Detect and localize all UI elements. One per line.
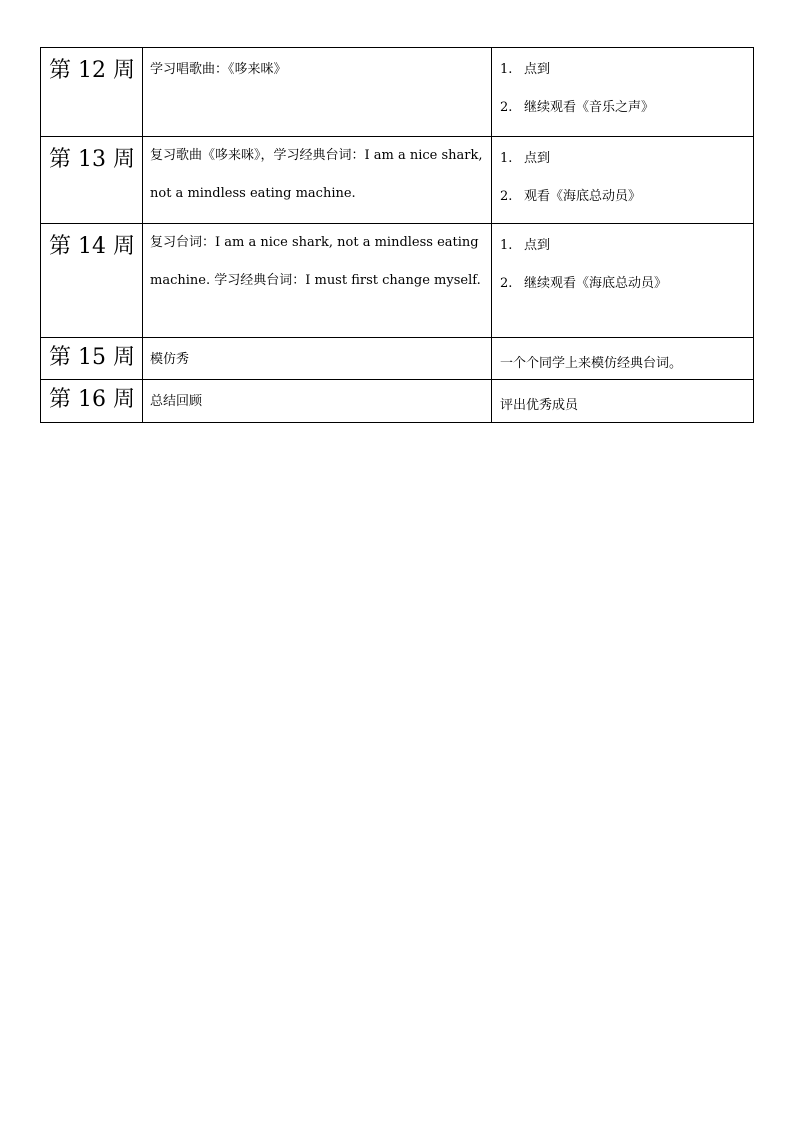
lesson-content: 复习歌曲《哆来咪》，学习经典台词：I am a nice shark, not a mindless eating machine. <box>150 148 483 202</box>
week-cell <box>41 380 143 423</box>
content-cell <box>143 224 492 338</box>
activity-cell <box>492 380 754 423</box>
lesson-content: 模仿秀 <box>150 352 190 367</box>
content-cell <box>143 137 492 224</box>
activity-cell <box>492 338 754 380</box>
week-label: 第 16 周 <box>49 387 135 412</box>
week-label: 第 12 周 <box>49 58 135 83</box>
week-label: 第 15 周 <box>49 345 135 370</box>
activity-text: 一个个同学上来模仿经典台词。 <box>500 356 683 371</box>
content-cell <box>143 48 492 137</box>
table-row <box>41 48 754 137</box>
week-label: 第 14 周 <box>49 234 135 259</box>
table-row <box>41 224 754 338</box>
week-label: 第 13 周 <box>49 147 135 172</box>
lesson-content: 复习台词：I am a nice shark, not a mindless eating machine. 学习经典台词：I must first change myself. <box>150 235 481 289</box>
table-row <box>41 338 754 380</box>
activity-cell <box>492 224 754 338</box>
activity-item: 2. 继续观看《海底总动员》 <box>500 276 668 291</box>
week-cell <box>41 137 143 224</box>
content-cell <box>143 338 492 380</box>
activity-cell <box>492 137 754 224</box>
week-cell <box>41 338 143 380</box>
content-cell <box>143 380 492 423</box>
activity-item: 1. 点到 <box>500 151 551 166</box>
activity-item: 2. 观看《海底总动员》 <box>500 189 642 204</box>
table-row <box>41 137 754 224</box>
week-cell <box>41 48 143 137</box>
week-cell <box>41 224 143 338</box>
activity-text: 评出优秀成员 <box>500 398 579 413</box>
activity-item: 1. 点到 <box>500 62 551 77</box>
lesson-content: 学习唱歌曲：《哆来咪》 <box>150 62 287 77</box>
table-row <box>41 380 754 423</box>
activity-cell <box>492 48 754 137</box>
activity-item: 1. 点到 <box>500 238 551 253</box>
schedule-table <box>40 47 754 423</box>
lesson-content: 总结回顾 <box>150 394 203 409</box>
activity-item: 2. 继续观看《音乐之声》 <box>500 100 655 115</box>
